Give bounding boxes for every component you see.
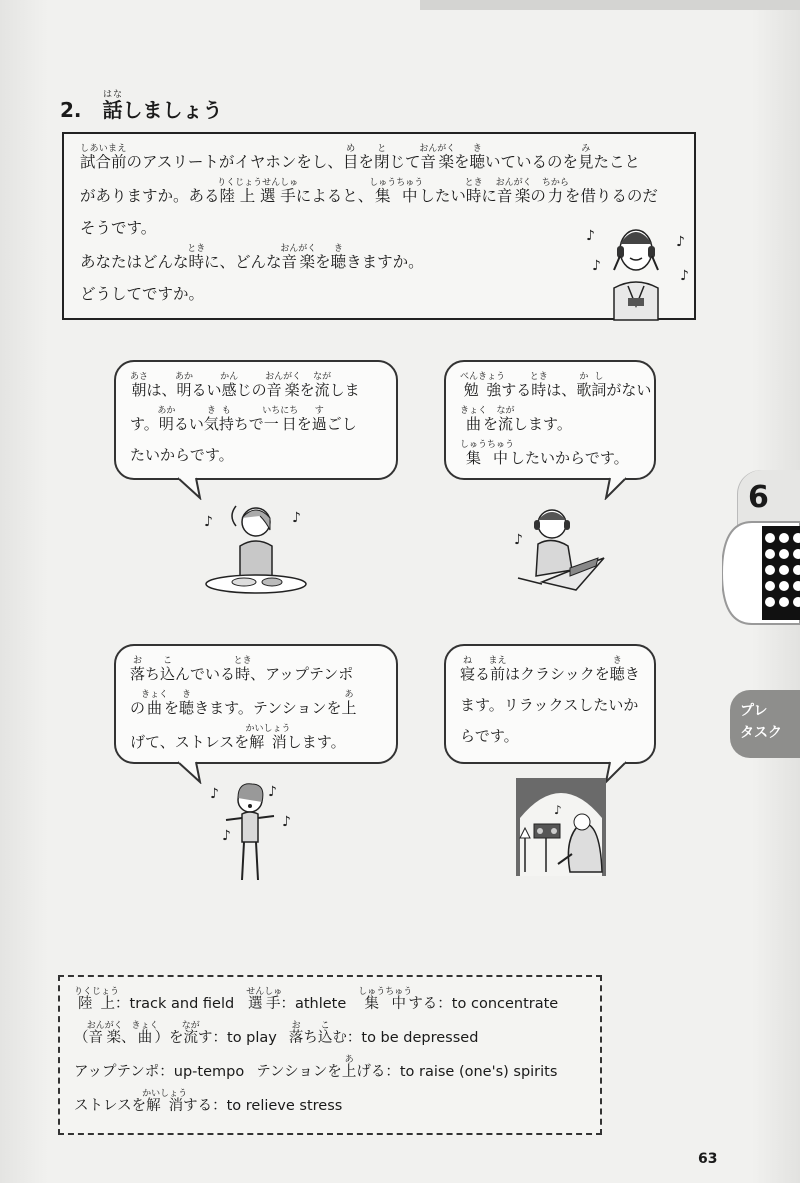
ruby-word: 上あ: [341, 690, 357, 717]
boy-studying-illustration: [512, 500, 612, 596]
ruby-word: 明あか: [157, 406, 176, 433]
bubble-line: 集中しゅうちゅうしたいからです。: [460, 440, 629, 467]
music-note-icon: ♪: [676, 234, 685, 250]
ruby-word: 過す: [311, 406, 327, 433]
intro-line: あなたはどんな時ときに、どんな音楽おんがくを聴ききますか。: [80, 244, 424, 271]
music-note-icon: ♪: [268, 784, 277, 800]
ruby-word: 気持きも: [203, 406, 234, 433]
ruby-word: 閉と: [373, 144, 390, 171]
music-note-icon: ♪: [222, 828, 231, 844]
ruby-word: 解消かいしょう: [142, 1089, 188, 1114]
ruby-word: 前まえ: [488, 656, 507, 683]
page-number: 63: [698, 1151, 718, 1167]
bubble-line: 朝あさは、明あかるい感かんじの音楽おんがくを流ながしま: [130, 372, 360, 399]
vocab-line: ストレスを解消かいしょうする：to relieve stress: [74, 1089, 343, 1114]
bubble-line: 曲きょくを流ながします。: [460, 406, 572, 433]
bubble-line: 落おち込こんでいる時とき、アップテンポ: [130, 656, 354, 683]
speech-bubble-depressed: [114, 644, 398, 764]
ruby-word: 時とき: [464, 178, 483, 205]
music-note-icon: ♪: [586, 228, 595, 244]
ruby-word: 集中しゅうちゅう: [369, 178, 424, 205]
girl-breakfast-illustration: [200, 496, 310, 596]
pre-task-tab: [730, 690, 800, 758]
vocab-line: 陸上りくじょう：track and field 選手せんしゅ：athlete 集中しゅうちゅうする：to concentrate: [74, 987, 559, 1012]
ruby-word: 曲きょく: [141, 690, 169, 717]
speech-bubble-morning: [114, 360, 398, 480]
pre-task-label: タスク: [740, 725, 782, 741]
ruby-word: 目め: [342, 144, 359, 171]
ruby-word: 込こ: [317, 1021, 333, 1046]
section-number: 2.: [60, 98, 82, 122]
music-note-icon: ♪: [282, 814, 291, 830]
speech-bubble-study: [444, 360, 656, 480]
bubble-line: げて、ストレスを解消かいしょうします。: [130, 724, 346, 751]
bubble-line: 寝ねる前まえはクラシックを聴きき: [460, 656, 640, 683]
bubble-line: らです。: [460, 727, 519, 745]
section-title-text: 話はなしましょう: [102, 90, 223, 122]
ruby-word: 感かん: [220, 372, 239, 399]
music-note-icon: ♪: [514, 532, 523, 548]
music-note-icon: ♪: [554, 803, 562, 817]
music-note-icon: ♪: [292, 510, 301, 526]
vocab-line: アップテンポ：up-tempo テンションを上あげる：to raise (one's) spirits: [74, 1055, 558, 1080]
vocab-line: （音楽おんがく、曲きょく）を流ながす：to play 落おち込こむ：to be depressed: [74, 1021, 479, 1046]
ruby-word: 流なが: [496, 406, 515, 433]
ruby-word: 聴き: [469, 144, 486, 171]
ruby-word: 聴き: [609, 656, 625, 683]
ruby-word: 時とき: [233, 656, 252, 683]
athlete-headphones-illustration: [584, 210, 694, 322]
ruby-word: 力ちから: [541, 178, 569, 205]
ruby-word: 集中しゅうちゅう: [460, 440, 515, 467]
pre-task-label: プレ: [740, 703, 768, 719]
relaxing-chair-illustration: [516, 778, 606, 876]
ruby-word: 一日いちにち: [262, 406, 299, 433]
music-note-icon: ♪: [204, 514, 213, 530]
index-marker-icon: [722, 520, 800, 626]
intro-line: どうしてですか。: [80, 285, 205, 303]
intro-line: 試合前しあいまえのアスリートがイヤホンをし、目めを閉とじて音楽おんがくを聴きいているのを見みたこと: [80, 144, 641, 171]
ruby-word: 聴き: [179, 690, 195, 717]
ruby-word: 陸上りくじょう: [74, 987, 120, 1012]
bubble-tail: [176, 760, 206, 784]
ruby-word: 朝あさ: [130, 372, 149, 399]
ruby-word: 落お: [288, 1021, 304, 1046]
bubble-line: 勉強べんきょうする時ときは、歌詞かしがない: [460, 372, 652, 399]
bubble-line: ます。リラックスしたいか: [460, 696, 639, 714]
ruby-word: 勉強べんきょう: [460, 372, 506, 399]
ruby-word: 落お: [130, 656, 146, 683]
page-edge-shadow: [420, 0, 800, 10]
music-note-icon: ♪: [680, 268, 689, 284]
ruby-word: 音楽おんがく: [86, 1021, 123, 1046]
ruby-word: 流なが: [181, 1021, 200, 1046]
music-note-icon: ♪: [592, 258, 601, 274]
bubble-line: す。明あかるい気持きもちで一日いちにちを過すごし: [130, 406, 357, 433]
ruby-word: 試合前しあいまえ: [80, 144, 127, 171]
ruby-word: 音楽おんがく: [265, 372, 302, 399]
ruby-word: 歌詞かし: [576, 372, 607, 399]
ruby-word: 話はな: [102, 90, 123, 122]
bubble-line: の曲きょくを聴ききます。テンションを上あ: [130, 690, 357, 717]
ruby-word: 流なが: [313, 372, 332, 399]
intro-line: がありますか。ある陸上選手りくじょうせんしゅによると、集中しゅうちゅうしたい時ときに音楽おんがくの力ちからを借りるのだ: [80, 178, 658, 205]
ruby-word: 聴き: [330, 244, 347, 271]
ruby-word: 陸上選手りくじょうせんしゅ: [217, 178, 299, 205]
bubble-tail: [600, 476, 630, 500]
ruby-word: 時とき: [187, 244, 206, 271]
ruby-word: 集中しゅうちゅう: [358, 987, 413, 1012]
ruby-word: 音楽おんがく: [495, 178, 532, 205]
ruby-word: 音楽おんがく: [280, 244, 317, 271]
ruby-word: 込こ: [160, 656, 176, 683]
ruby-word: 見み: [578, 144, 594, 171]
ruby-word: 寝ね: [460, 656, 476, 683]
speech-bubble-bedtime: [444, 644, 656, 764]
ruby-word: 曲きょく: [460, 406, 488, 433]
woman-singing-illustration: [208, 780, 298, 886]
music-note-icon: ♪: [210, 786, 219, 802]
ruby-word: 上あ: [341, 1055, 357, 1080]
vocabulary-box: [58, 975, 602, 1135]
intro-line: そうです。: [80, 219, 157, 237]
section-title: [60, 90, 222, 123]
ruby-word: 明あか: [175, 372, 194, 399]
chapter-number: 6: [748, 480, 769, 515]
ruby-word: 時とき: [529, 372, 548, 399]
ruby-word: 音楽おんがく: [419, 144, 456, 171]
bubble-line: たいからです。: [130, 446, 234, 464]
ruby-word: 選手せんしゅ: [246, 987, 283, 1012]
ruby-word: 解消かいしょう: [245, 724, 291, 751]
ruby-word: 曲きょく: [131, 1021, 159, 1046]
